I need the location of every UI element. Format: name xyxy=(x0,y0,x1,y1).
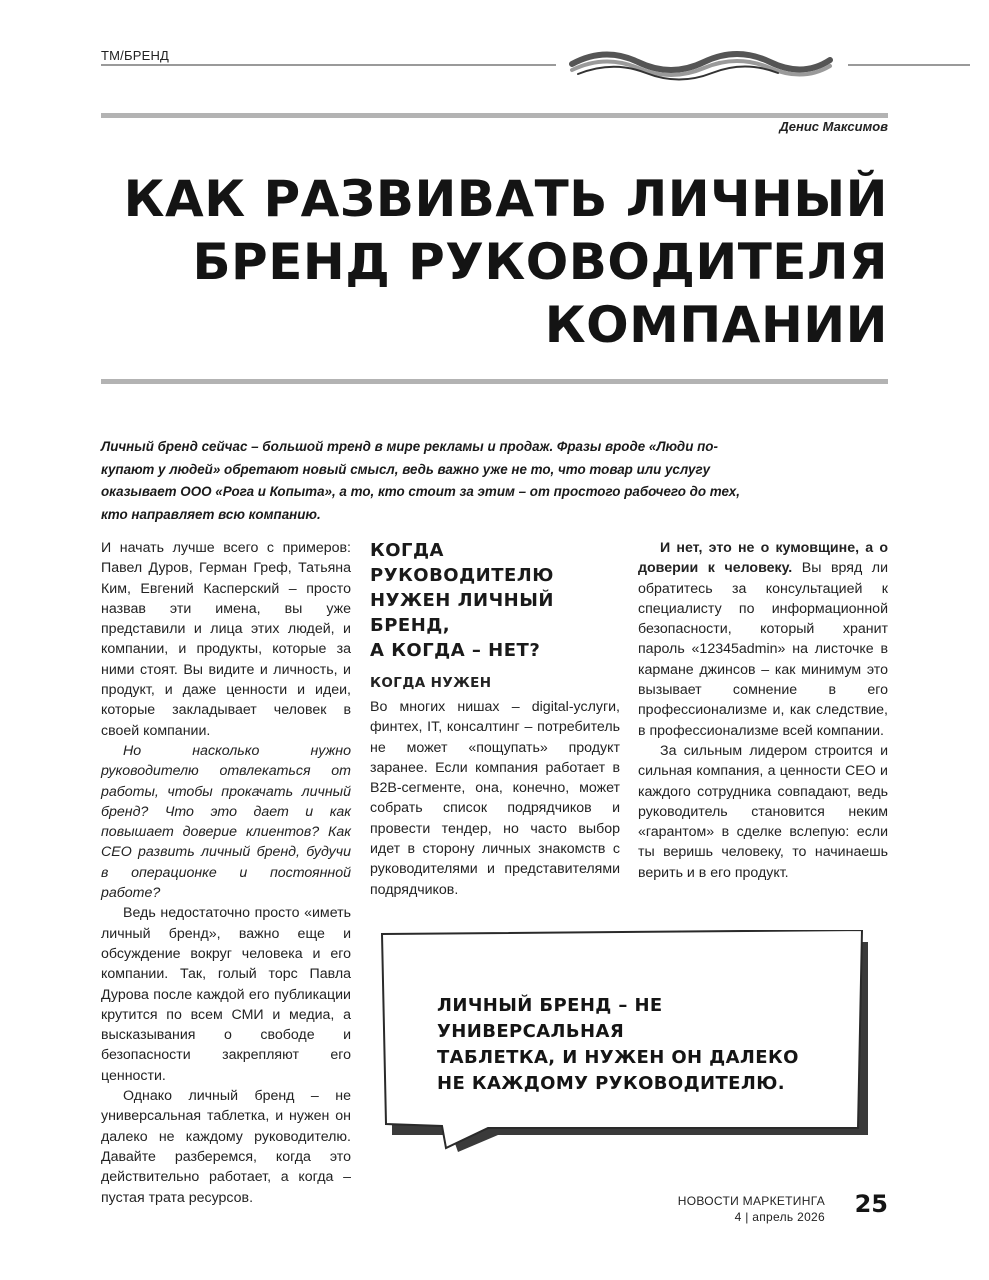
heading-line: РУКОВОДИТЕЛЮ xyxy=(370,565,554,586)
quote-line: ЛИЧНЫЙ БРЕНД – НЕ УНИВЕРСАЛЬНАЯ xyxy=(437,995,663,1042)
body-paragraph: Однако личный бренд – не универсальная таблетка, и нужен он далеко не каждому руководителю. Давайте разберемся, когда это действительно работает, а когда – пустая трата ресурсов. xyxy=(101,1088,351,1206)
body-paragraph: И начать лучше всего с примеров: Павел Дуров, Герман Греф, Татьяна Ким, Евгений Касперский – просто назвав эти имена, вы уже представили и лица этих людей, и компании, и продукты, которые за ними стоят. Вы видите и личность, и продукт, и даже ценности и идеи, которые закладывает человек в своей компании. xyxy=(101,540,351,739)
lead-paragraph xyxy=(101,436,791,526)
top-rule xyxy=(101,113,888,118)
magazine-name: НОВОСТИ МАРКЕТИНГА xyxy=(677,1194,825,1208)
body-paragraph: Ведь недостаточно просто «иметь личный бренд», важно еще и обсуждение вокруг человека и его компании. Так, голый торс Павла Дурова после каждой его публикации крутится по всем СМИ и медиа, а высказывания о свободе и безопасности закрепляют его ценности. xyxy=(101,905,351,1084)
lead-line: оказывает ООО «Рога и Копыта», а то, кто стоит за этим – от простого рабочего до тех, xyxy=(101,484,740,499)
body-paragraph: За сильным лидером строится и сильная компания, а ценности CEO и каждого сотрудника совпадают, ведь руководитель становится неким «гарантом» в сделке вслепую: если ты веришь человеку, то начинаешь верить и в его продукт. xyxy=(638,742,888,881)
heading-line: А КОГДА – НЕТ? xyxy=(370,640,541,661)
issue-info: 4 | апрель 2026 xyxy=(734,1210,825,1224)
body-text: Вы вряд ли обратитесь за консультацией к специалисту по информационной безопасности, который хранит пароль «12345admin» на листочке в кармане джинсов – как минимум это вызывает сомнение в его профессионализме и, как следствие, в профессионализме всей компании. xyxy=(638,560,888,739)
body-paragraph xyxy=(638,538,888,741)
lead-line: кто направляет всю компанию. xyxy=(101,506,321,522)
heading-line: КОГДА xyxy=(370,540,444,561)
section-label: ТМ/БРЕНД xyxy=(101,48,170,63)
quote-line: НЕ КАЖДОМУ РУКОВОДИТЕЛЮ. xyxy=(437,1073,785,1094)
title-line: КОМПАНИИ xyxy=(544,296,888,354)
title-line: КАК РАЗВИВАТЬ ЛИЧНЫЙ xyxy=(123,170,888,228)
emphasis-text: И нет, это не о кумовщине, а о доверии к человеку. xyxy=(638,540,888,577)
column-2 xyxy=(370,538,620,900)
header-divider-left xyxy=(101,64,556,66)
heading-line: НУЖЕН ЛИЧНЫЙ БРЕНД, xyxy=(370,590,554,636)
author-name: Денис Максимов xyxy=(779,119,888,134)
body-paragraph: Во многих нишах – digital-услуги, финтех, IT, консалтинг – потребитель не может «пощупать» продукт заранее. Если компания работает в B2B-сегменте, она, конечно, может собрать список подрядчиков и провести тендер, но часто выбор идет в сторону личных знакомств с руководителями и представителями подрядчиков. xyxy=(370,699,620,898)
lead-line: купают у людей» обретают новый смысл, ведь важно уже не то, что товар или услугу xyxy=(101,461,711,477)
pull-quote xyxy=(437,993,847,1097)
column-3 xyxy=(638,538,888,883)
wave-ornament-icon xyxy=(568,44,833,84)
page-number: 25 xyxy=(854,1190,888,1218)
quote-line: ТАБЛЕТКА, И НУЖЕН ОН ДАЛЕКО xyxy=(437,1047,799,1068)
magazine-footer xyxy=(678,1193,825,1225)
title-bottom-rule xyxy=(101,379,888,384)
column-1 xyxy=(101,538,351,1208)
subheading: КОГДА НУЖЕН xyxy=(370,675,492,691)
header-divider-right xyxy=(848,64,970,66)
lead-line: Личный бренд сейчас – большой тренд в мире рекламы и продаж. Фразы вроде «Люди по- xyxy=(101,439,718,454)
title-line: БРЕНД РУКОВОДИТЕЛЯ xyxy=(192,233,888,291)
section-heading xyxy=(370,538,620,663)
article-title xyxy=(101,168,888,357)
question-paragraph: Но насколько нужно руководителю отвлекаться от работы, чтобы прокачать личный бренд? Что это дает и как повышает доверие клиентов? Как CEO развить личный бренд, будучи в операционке и постоянной работе? xyxy=(101,742,351,902)
